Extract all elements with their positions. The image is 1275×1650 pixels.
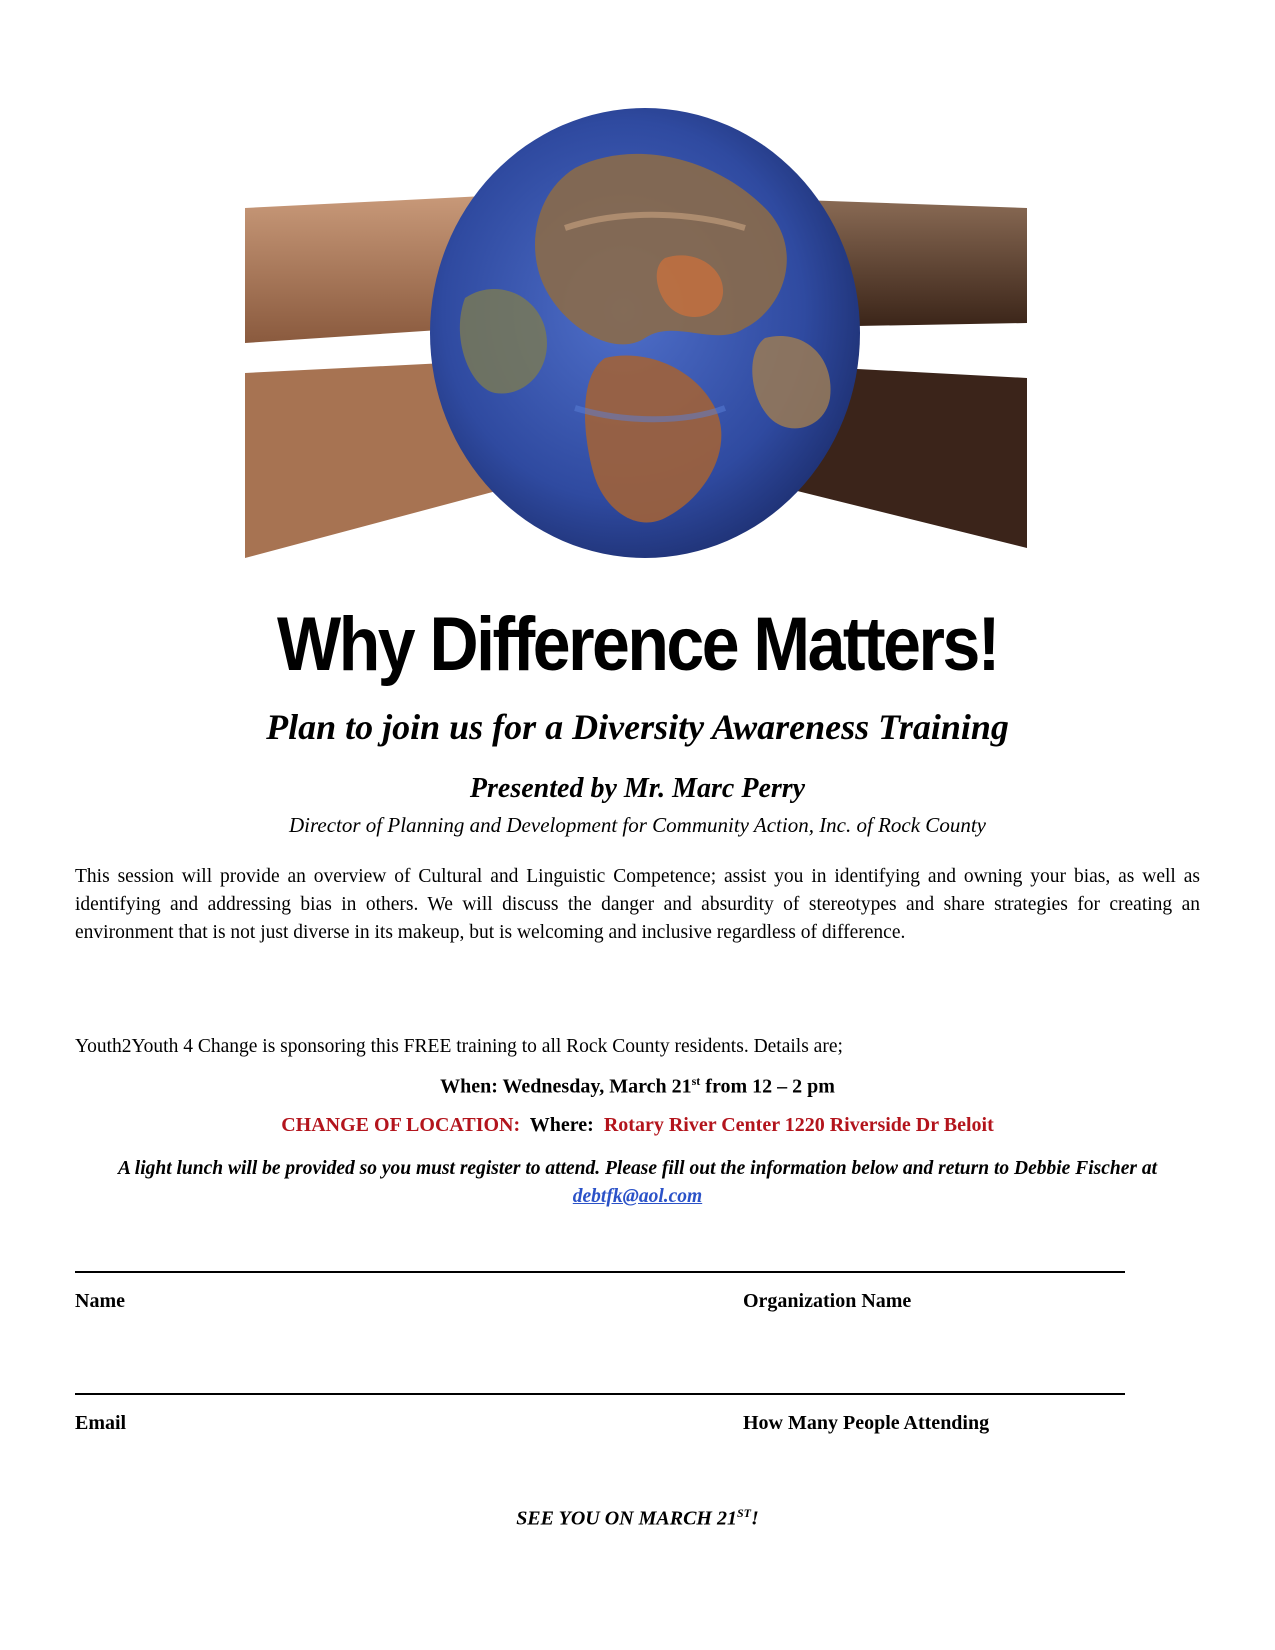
signup-line-2	[75, 1393, 1125, 1395]
description: This session will provide an overview of Cultural and Linguistic Competence; assist you in identifying and owning your bias, as well as identifying and addressing bias in others. We will discuss the danger and absurdity of stereotypes and share strategies for creating an environment that is not just diverse in its makeup, but is welcoming and inclusive regardless of difference.	[75, 866, 1200, 943]
presenter-name: Presented by Mr. Marc Perry	[469, 773, 806, 804]
when-label: When: Wednesday, March 21	[440, 1075, 692, 1098]
organization-label: Organization Name	[743, 1290, 912, 1312]
event-where	[0, 1114, 1275, 1137]
attending-label: How Many People Attending	[743, 1412, 990, 1434]
hero-image	[245, 78, 1027, 578]
closing-end: !	[751, 1507, 759, 1530]
subhead: Plan to join us for a Diversity Awareness Training	[266, 707, 1009, 747]
sponsor-text: Youth2Youth 4 Change is sponsoring this FREE training to all Rock County residents. Details are;	[75, 1036, 843, 1057]
change-of-location-label: CHANGE OF LOCATION:	[281, 1114, 521, 1136]
email-link[interactable]: debtfk@aol.com	[572, 1186, 703, 1207]
registration-notice	[90, 1155, 1185, 1211]
closing-text: SEE YOU ON MARCH 21	[516, 1507, 737, 1530]
when-suffix: st	[691, 1074, 701, 1088]
event-when	[0, 1074, 1275, 1099]
presenter-title: Director of Planning and Development for Community Action, Inc. of Rock County	[289, 813, 986, 837]
signup-line-1	[75, 1271, 1125, 1273]
headline: Why Difference Matters!	[277, 601, 998, 687]
closing-message	[0, 1506, 1275, 1531]
location-text: Rotary River Center 1220 Riverside Dr Beloit	[603, 1114, 994, 1136]
where-label: Where:	[529, 1114, 594, 1136]
when-time: from 12 – 2 pm	[700, 1075, 835, 1098]
name-label: Name	[75, 1290, 125, 1312]
notice-text: A light lunch will be provided so you must register to attend. Please fill out the information below and return to Debbie Fischer at	[117, 1158, 1157, 1179]
closing-suffix: ST	[736, 1506, 751, 1520]
email-label: Email	[75, 1412, 127, 1434]
hands-globe-icon	[245, 78, 1027, 578]
